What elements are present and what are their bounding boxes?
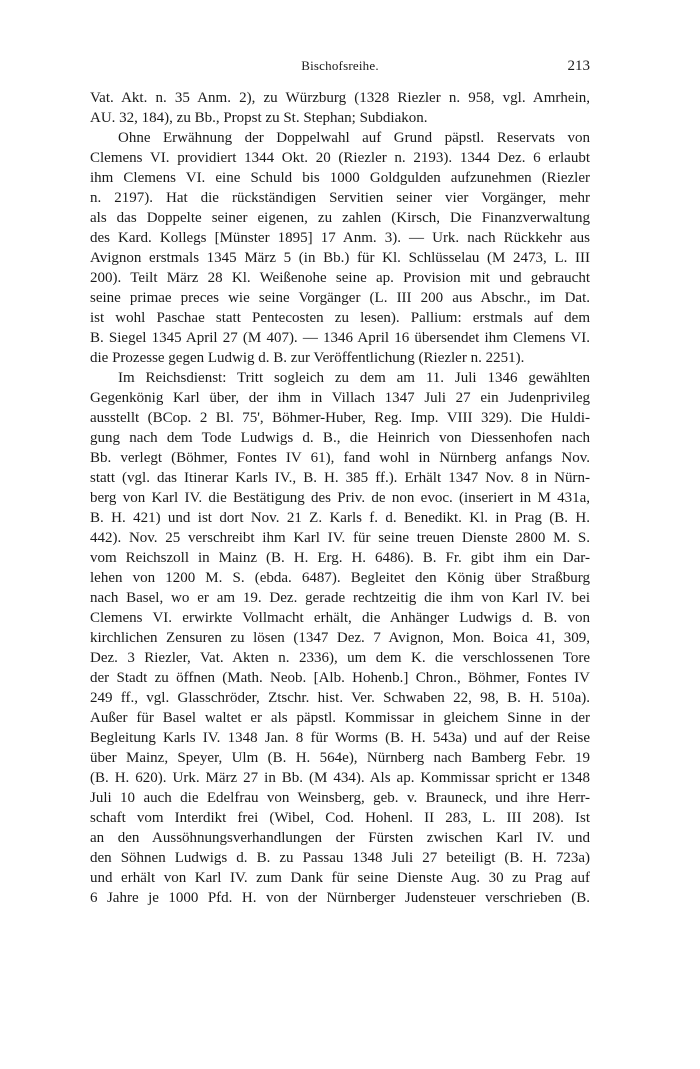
text-line: AU. 32, 184), zu Bb., Propst zu St. Stephan; Subdiakon. [90, 110, 428, 126]
text-line: 249 ff., vgl. Glasschröder, Ztschr. hist. Ver. Schwaben 22, 98, B. H. 510a). [90, 690, 590, 706]
text-line: Juli 10 auch die Edelfrau von Weinsberg, geb. v. Brauneck, und ihre Herr- [90, 790, 590, 806]
text-line: n. 2197). Hat die rückständigen Servitien seiner vier Vorgänger, mehr [90, 190, 590, 206]
text-line: den Söhnen Ludwigs d. B. zu Passau 1348 Juli 27 beteiligt (B. H. 723a) [90, 850, 590, 866]
text-line: 6 Jahre je 1000 Pfd. H. von der Nürnberger Judensteuer verschrieben (B. [90, 890, 590, 906]
text-line: die Prozesse gegen Ludwig d. B. zur Veröffentlichung (Riezler n. 2251). [90, 350, 525, 366]
text-line: Clemens VI. erwirkte Vollmacht erhält, die Anhänger Ludwigs d. B. von [90, 610, 590, 626]
text-line: vom Reichszoll in Mainz (B. H. Erg. H. 6486). B. Fr. gibt ihm ein Dar- [90, 550, 590, 566]
text-line: ihm Clemens VI. eine Schuld bis 1000 Goldgulden aufzunehmen (Riezler [90, 170, 590, 186]
text-line: Ohne Erwähnung der Doppelwahl auf Grund päpstl. Reservats von [118, 130, 590, 146]
text-line: Bb. verlegt (Böhmer, Fontes IV 61), fand wohl in Nürnberg anfangs Nov. [90, 450, 590, 466]
text-line: 200). Teilt März 28 Kl. Weißenohe seine ap. Provision mit und gebraucht [90, 270, 590, 286]
text-line: an den Aussöhnungsverhandlungen der Fürsten zwischen Karl IV. und [90, 830, 590, 846]
text-line: B. Siegel 1345 April 27 (M 407). — 1346 April 16 übersendet ihm Clemens VI. [90, 330, 590, 346]
text-line: schaft vom Interdikt frei (Wibel, Cod. Hohenl. II 283, L. III 208). Ist [90, 810, 590, 826]
text-line: über Mainz, Speyer, Ulm (B. H. 564e), Nürnberg nach Bamberg Febr. 19 [90, 750, 590, 766]
text-line: ist wohl Paschae statt Pentecosten zu lesen). Pallium: erstmals auf dem [90, 310, 590, 326]
text-line: Dez. 3 Riezler, Vat. Akten n. 2336), um dem K. die verschlossenen Tore [90, 650, 590, 666]
text-line: kirchlichen Zensuren zu lösen (1347 Dez. 7 Avignon, Mon. Boica 41, 309, [90, 630, 590, 646]
page-number: 213 [567, 58, 590, 74]
running-head [90, 58, 590, 78]
text-line: Clemens VI. providiert 1344 Okt. 20 (Riezler n. 2193). 1344 Dez. 6 erlaubt [90, 150, 590, 166]
text-line: Im Reichsdienst: Tritt sogleich zu dem am 11. Juli 1346 gewählten [118, 370, 590, 386]
text-line: ausstellt (BCop. 2 Bl. 75', Böhmer-Huber, Reg. Imp. VIII 329). Die Huldi- [90, 410, 590, 426]
text-line: lehen von 1200 M. S. (ebda. 6487). Begleitet den König über Straßburg [90, 570, 590, 586]
text-line: Gegenkönig Karl über, der ihm in Villach 1347 Juli 27 ein Judenprivileg [90, 390, 590, 406]
text-line: nach Basel, wo er am 19. Dez. gerade rechtzeitig die ihm von Karl IV. bei [90, 590, 590, 606]
text-line: des Kard. Kollegs [Münster 1895] 17 Anm. 3). — Urk. nach Rückkehr aus [90, 230, 590, 246]
text-line: statt (vgl. das Itinerar Karls IV., B. H. 385 ff.). Erhält 1347 Nov. 8 in Nürn- [90, 470, 590, 486]
text-line: und erhält von Karl IV. zum Dank für seine Dienste Aug. 30 zu Prag auf [90, 870, 590, 886]
text-line: berg von Karl IV. die Bestätigung des Priv. de non evoc. (inseriert in M 431a, [90, 490, 590, 506]
text-line: (B. H. 620). Urk. März 27 in Bb. (M 434). Als ap. Kommissar spricht er 1348 [90, 770, 590, 786]
body-text [90, 88, 590, 908]
text-line: Avignon erstmals 1345 März 5 (in Bb.) für Kl. Schlüsselau (M 2473, L. III [90, 250, 590, 266]
running-title: Bischofsreihe. [301, 58, 379, 73]
text-line: seine primae preces wie seine Vorgänger (L. III 200 aus Abschr., im Dat. [90, 290, 590, 306]
text-line: gung nach dem Tode Ludwigs d. B., die Heinrich von Diessenhofen nach [90, 430, 590, 446]
text-line: der Stadt zu öffnen (Math. Neob. [Alb. Hohenb.] Chron., Böhmer, Fontes IV [90, 670, 590, 686]
text-line: 442). Nov. 25 verschreibt ihm Karl IV. für seine treuen Dienste 2800 M. S. [90, 530, 590, 546]
text-line: als das Doppelte seiner eigenen, zu zahlen (Kirsch, Die Finanzverwaltung [90, 210, 590, 226]
text-line: Vat. Akt. n. 35 Anm. 2), zu Würzburg (1328 Riezler n. 958, vgl. Amrhein, [90, 90, 590, 106]
text-line: Begleitung Karls IV. 1348 Jan. 8 für Worms (B. H. 543a) und auf der Reise [90, 730, 590, 746]
text-line: B. H. 421) und ist dort Nov. 21 Z. Karls f. d. Benedikt. Kl. in Prag (B. H. [90, 510, 590, 526]
text-line: Außer für Basel waltet er als päpstl. Kommissar in gleichem Sinne in der [90, 710, 590, 726]
